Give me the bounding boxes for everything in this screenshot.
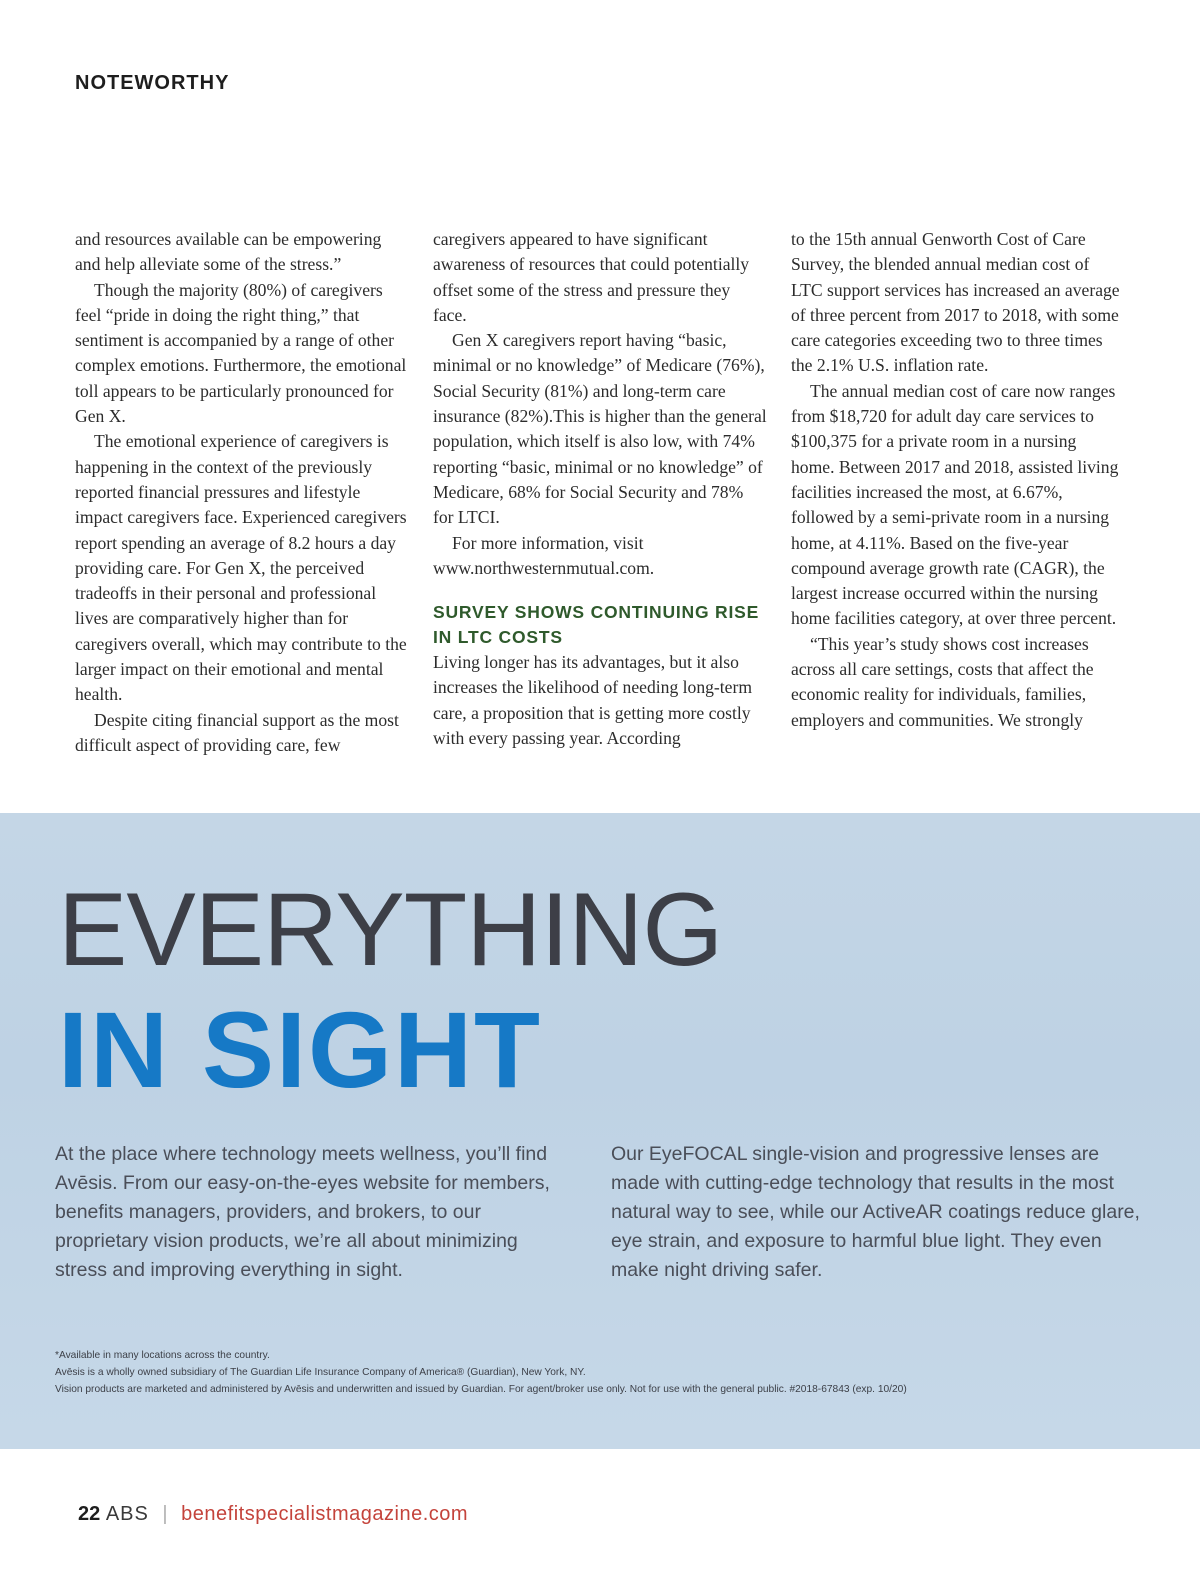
footer-separator: | [162,1503,168,1525]
paragraph: and resources available can be empowering and help alleviate some of the stress.” [75,229,382,275]
advertisement[interactable] [0,813,1200,1449]
article-column-3 [791,227,1123,733]
paragraph: caregivers appeared to have significant awareness of resources that could potentially offset some of the stress and pressure they face. [433,229,750,325]
ad-body-left [55,1140,575,1285]
page-footer [78,1503,468,1526]
ad-body-text: At the place where technology meets wellness, you’ll find Avēsis. From our easy-on-the-eyes website for members, benefits managers, providers, and brokers, to our proprietary vision products, we’re all about minimizing stress and improving everything in sight. [55,1143,550,1281]
fine-print-line: Avēsis is a wholly owned subsidiary of The Guardian Life Insurance Company of America® (Guardian), New York, NY. [55,1367,586,1378]
page-number: 22 [78,1503,101,1525]
article-subhead: SURVEY SHOWS CONTINUING RISE IN LTC COSTS [433,602,760,648]
paragraph: The emotional experience of caregivers is happening in the context of the previously reported financial pressures and lifestyle impact caregivers face. Experienced caregivers report spending an average of 8.2 hours a day providing care. For Gen X, the perceived tradeoffs in their personal and professional lives are comparatively higher than for caregivers overall, which may contribute to the larger impact on their emotional and mental health. [75,431,407,705]
ad-headline-everything: EVERYTHING [58,872,723,988]
magazine-url-link[interactable]: benefitspecialistmagazine.com [181,1503,469,1525]
ad-body-right [611,1140,1151,1285]
section-label: NOTEWORTHY [75,72,230,94]
magazine-name: ABS [105,1503,149,1525]
paragraph: to the 15th annual Genworth Cost of Care Survey, the blended annual median cost of LTC support services has increased an average of three percent from 2017 to 2018, with some care categories exceeding two to three times the 2.1% U.S. inflation rate. [791,229,1120,376]
fine-print-line: *Available in many locations across the country. [55,1350,270,1361]
article-column-2 [433,227,768,751]
paragraph: “This year’s study shows cost increases across all care settings, costs that affect the economic reality for individuals, families, employers and communities. We strongly [791,633,1094,730]
fine-print-line: Vision products are marketed and administered by Avēsis and underwritten and issued by Guardian. For agent/broker use only. Not for use with the general public. #2018-67843 (exp. 10/20) [55,1384,907,1395]
paragraph: Living longer has its advantages, but it also increases the likelihood of needing long-term care, a proposition that is getting more costly with every passing year. According [433,652,753,749]
paragraph: Gen X caregivers report having “basic, minimal or no knowledge” of Medicare (76%), Social Security (81%) and long-term care insurance (82%).This is higher than the general population, which itself is also low, with 74% reporting “basic, minimal or no knowledge” of Medicare, 68% for Social Security and 78% for LTCI. [433,330,767,528]
article-column-1 [75,227,410,758]
paragraph: The annual median cost of care now ranges from $18,720 for adult day care services to $100,375 for a private room in a nursing home. Between 2017 and 2018, assisted living facilities increased the most, at 6.67%, followed by a semi-private room in a nursing home, at 4.11%. Based on the five-year compound average growth rate (CAGR), the largest increase occurred within the nursing home facilities category, at over three percent. [791,380,1119,629]
ad-headline-in-sight: IN SIGHT [58,989,543,1110]
paragraph: For more information, visit www.northwesternmutual.com. [433,532,655,578]
ad-fine-print [55,1347,1155,1398]
paragraph: Though the majority (80%) of caregivers feel “pride in doing the right thing,” that sentiment is accompanied by a range of other complex emotions. Furthermore, the emotional toll appears to be particularly pronounced for Gen X. [75,279,407,427]
paragraph: Despite citing financial support as the most difficult aspect of providing care, few [75,709,399,755]
ad-body-text: Our EyeFOCAL single-vision and progressive lenses are made with cutting-edge technology that results in the most natural way to see, while our ActiveAR coatings reduce glare, eye strain, and exposure to harmful blue light. They even make night driving safer. [611,1143,1140,1281]
